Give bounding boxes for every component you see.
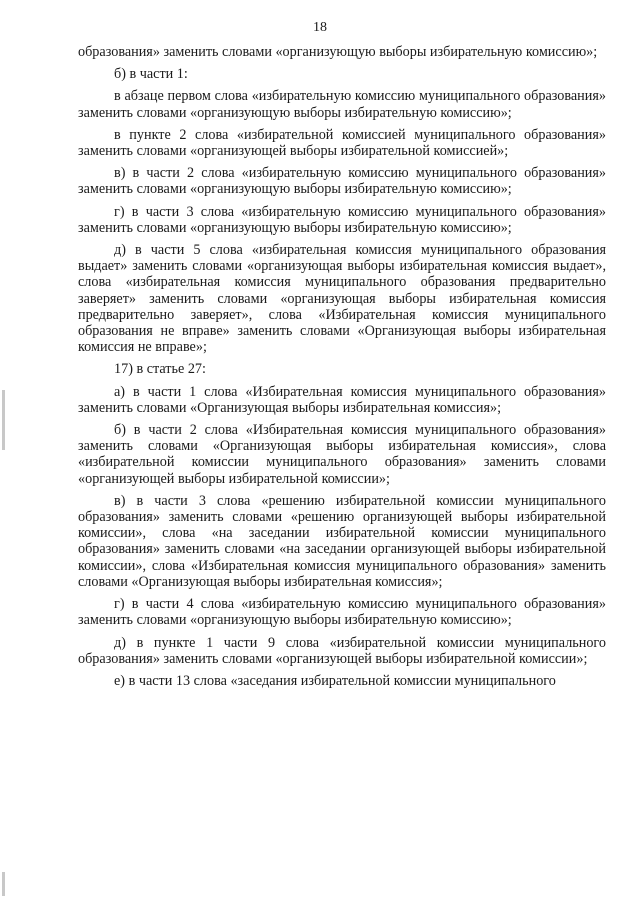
paragraph: г) в части 4 слова «избирательную комиссию муниципального образования» заменить словами «организующую выборы избирательную комиссию»; — [78, 596, 606, 629]
document-body — [78, 44, 606, 695]
paragraph: б) в части 1: — [114, 66, 188, 83]
scan-margin-mark — [2, 390, 5, 450]
paragraph: а) в части 1 слова «Избирательная комиссия муниципального образования» заменить словами «Организующая выборы избирательная комиссия»; — [78, 383, 606, 416]
page-number: 18 — [313, 20, 327, 35]
paragraph: е) в части 13 слова «заседания избирательной комиссии муниципального — [114, 672, 556, 689]
paragraph: в абзаце первом слова «избирательную комиссию муниципального образования» заменить словами «организующую выборы избирательную комиссию»; — [78, 88, 606, 121]
paragraph: д) в пункте 1 части 9 слова «избирательной комиссии муниципального образования» заменить словами «организующей выборы избирательной комиссии»; — [78, 634, 606, 667]
paragraph: 17) в статье 27: — [114, 361, 206, 378]
paragraph: в) в части 3 слова «решению избирательной комиссии муниципального образования» заменить словами «решению организующей выборы избирательной комиссии», слова «на заседании избирательной комиссии муниципального образования» заменить словами «на заседании организующей выборы избирательной комиссии», слова «Избирательная комиссия муниципального образования» заменить словами «Организующая выборы избирательная комиссия»; — [78, 492, 606, 590]
paragraph: в пункте 2 слова «избирательной комиссией муниципального образования» заменить словами «организующей выборы избирательной комиссией»; — [78, 126, 606, 160]
paragraph: в) в части 2 слова «избирательную комиссию муниципального образования» заменить словами «организующую выборы избирательную комиссию»; — [78, 165, 606, 198]
paragraph: образования» заменить словами «организующую выборы избирательную комиссию»; — [78, 44, 598, 60]
paragraph: г) в части 3 слова «избирательную комиссию муниципального образования» заменить словами «организующую выборы избирательную комиссию»; — [78, 203, 606, 236]
scan-margin-mark — [2, 872, 5, 896]
paragraph: б) в части 2 слова «Избирательная комиссия муниципального образования» заменить словами «Организующая выборы избирательная комиссия», слова «избирательной комиссии муниципального образования» заменить словами «организующей выборы избирательной комиссии»; — [78, 422, 606, 487]
paragraph: д) в части 5 слова «избирательная комиссия муниципального образования выдает» заменить словами «организующая выборы избирательная комиссия выдает», слова «избирательная комиссия муниципального образования предварительно заверяет» заменить словами «организующая выборы избирательная комиссия предварительно заверяет», слова «Избирательная комиссия муниципального образования не вправе» заменить словами «Организующая выборы избирательная комиссия не вправе»; — [78, 242, 606, 356]
